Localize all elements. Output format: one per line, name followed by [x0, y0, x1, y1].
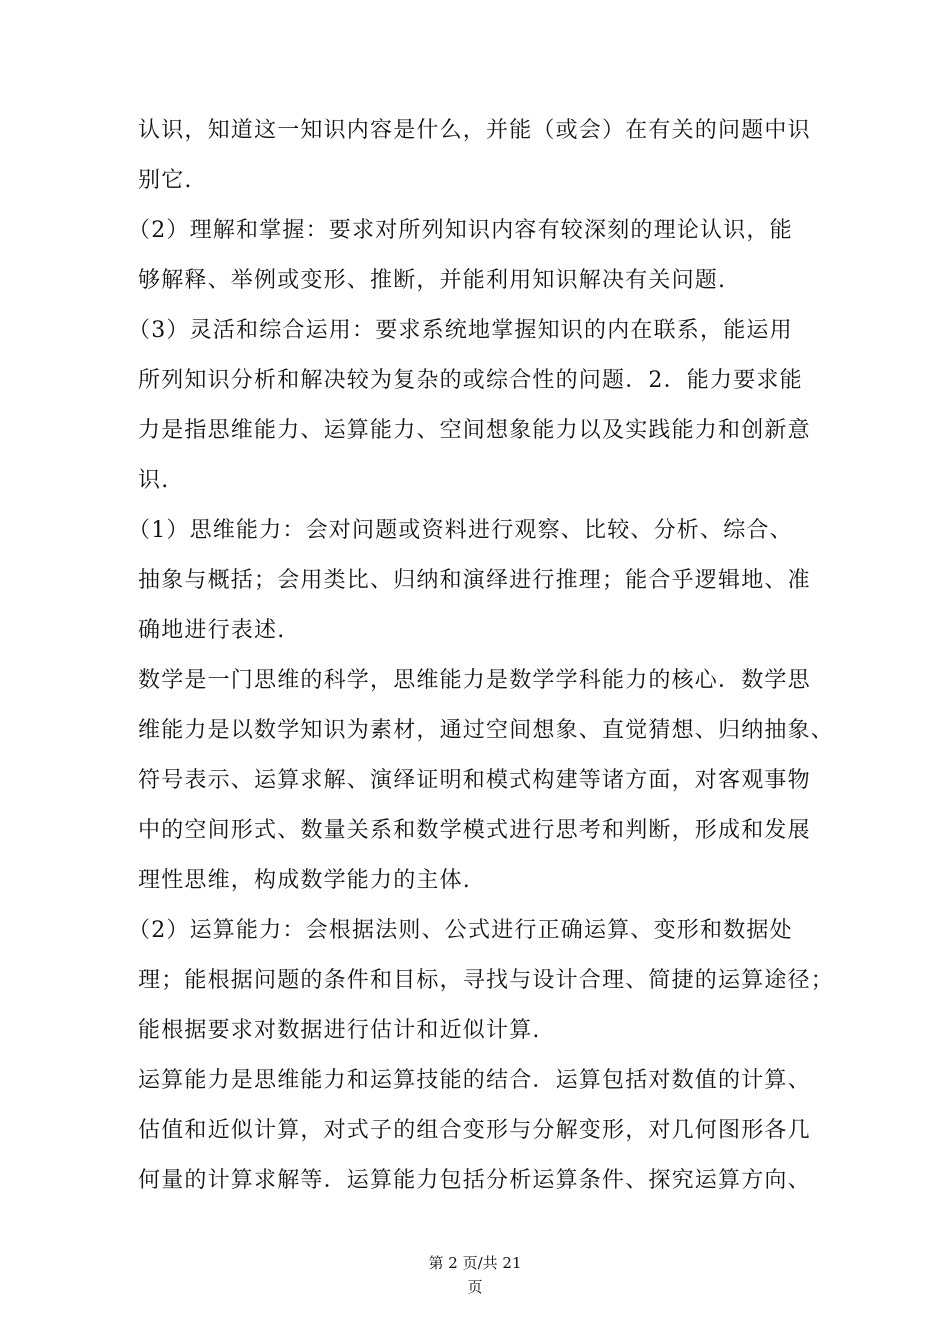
page-number-suffix: 页 — [467, 1278, 483, 1296]
text-line: 估值和近似计算，对式子的组合变形与分解变形，对几何图形各几 — [138, 1118, 811, 1143]
text-line: 所列知识分析和解决较为复杂的或综合性的问题．2．能力要求能 — [138, 368, 803, 393]
text-line: 别它. — [138, 168, 193, 193]
page-number: 第 2 页/共 21 — [428, 1254, 522, 1272]
text-line: （1）思维能力：会对问题或资料进行观察、比较、分析、综合、 — [128, 518, 793, 543]
text-line: 理；能根据问题的条件和目标，寻找与设计合理、简捷的运算途径； — [138, 968, 835, 993]
text-line: 符号表示、运算求解、演绎证明和模式构建等诸方面，对客观事物 — [138, 768, 811, 793]
text-line: 运算能力是思维能力和运算技能的结合．运算包括对数值的计算、 — [138, 1068, 811, 1093]
text-line: 确地进行表述. — [138, 618, 286, 643]
text-line: 能根据要求对数据进行估计和近似计算. — [138, 1018, 541, 1043]
text-line: 何量的计算求解等．运算能力包括分析运算条件、探究运算方向、 — [138, 1168, 811, 1193]
text-line: （2）理解和掌握：要求对所列知识内容有较深刻的理论认识，能 — [128, 218, 793, 243]
text-line: 认识，知道这一知识内容是什么，并能（或会）在有关的问题中识 — [138, 118, 811, 143]
text-line: （3）灵活和综合运用：要求系统地掌握知识的内在联系，能运用 — [128, 318, 793, 343]
text-line: 抽象与概括；会用类比、归纳和演绎进行推理；能合乎逻辑地、准 — [138, 568, 811, 593]
text-line: 中的空间形式、数量关系和数学模式进行思考和判断，形成和发展 — [138, 818, 811, 843]
text-line: 数学是一门思维的科学，思维能力是数学学科能力的核心．数学思 — [138, 668, 811, 693]
text-line: 维能力是以数学知识为素材，通过空间想象、直觉猜想、归纳抽象、 — [138, 718, 835, 743]
text-line: （2）运算能力：会根据法则、公式进行正确运算、变形和数据处 — [128, 918, 793, 943]
text-line: 识. — [138, 468, 170, 493]
text-line: 够解释、举例或变形、推断，并能利用知识解决有关问题. — [138, 268, 727, 293]
text-line: 理性思维，构成数学能力的主体. — [138, 868, 471, 893]
text-line: 力是指思维能力、运算能力、空间想象能力以及实践能力和创新意 — [138, 418, 811, 443]
